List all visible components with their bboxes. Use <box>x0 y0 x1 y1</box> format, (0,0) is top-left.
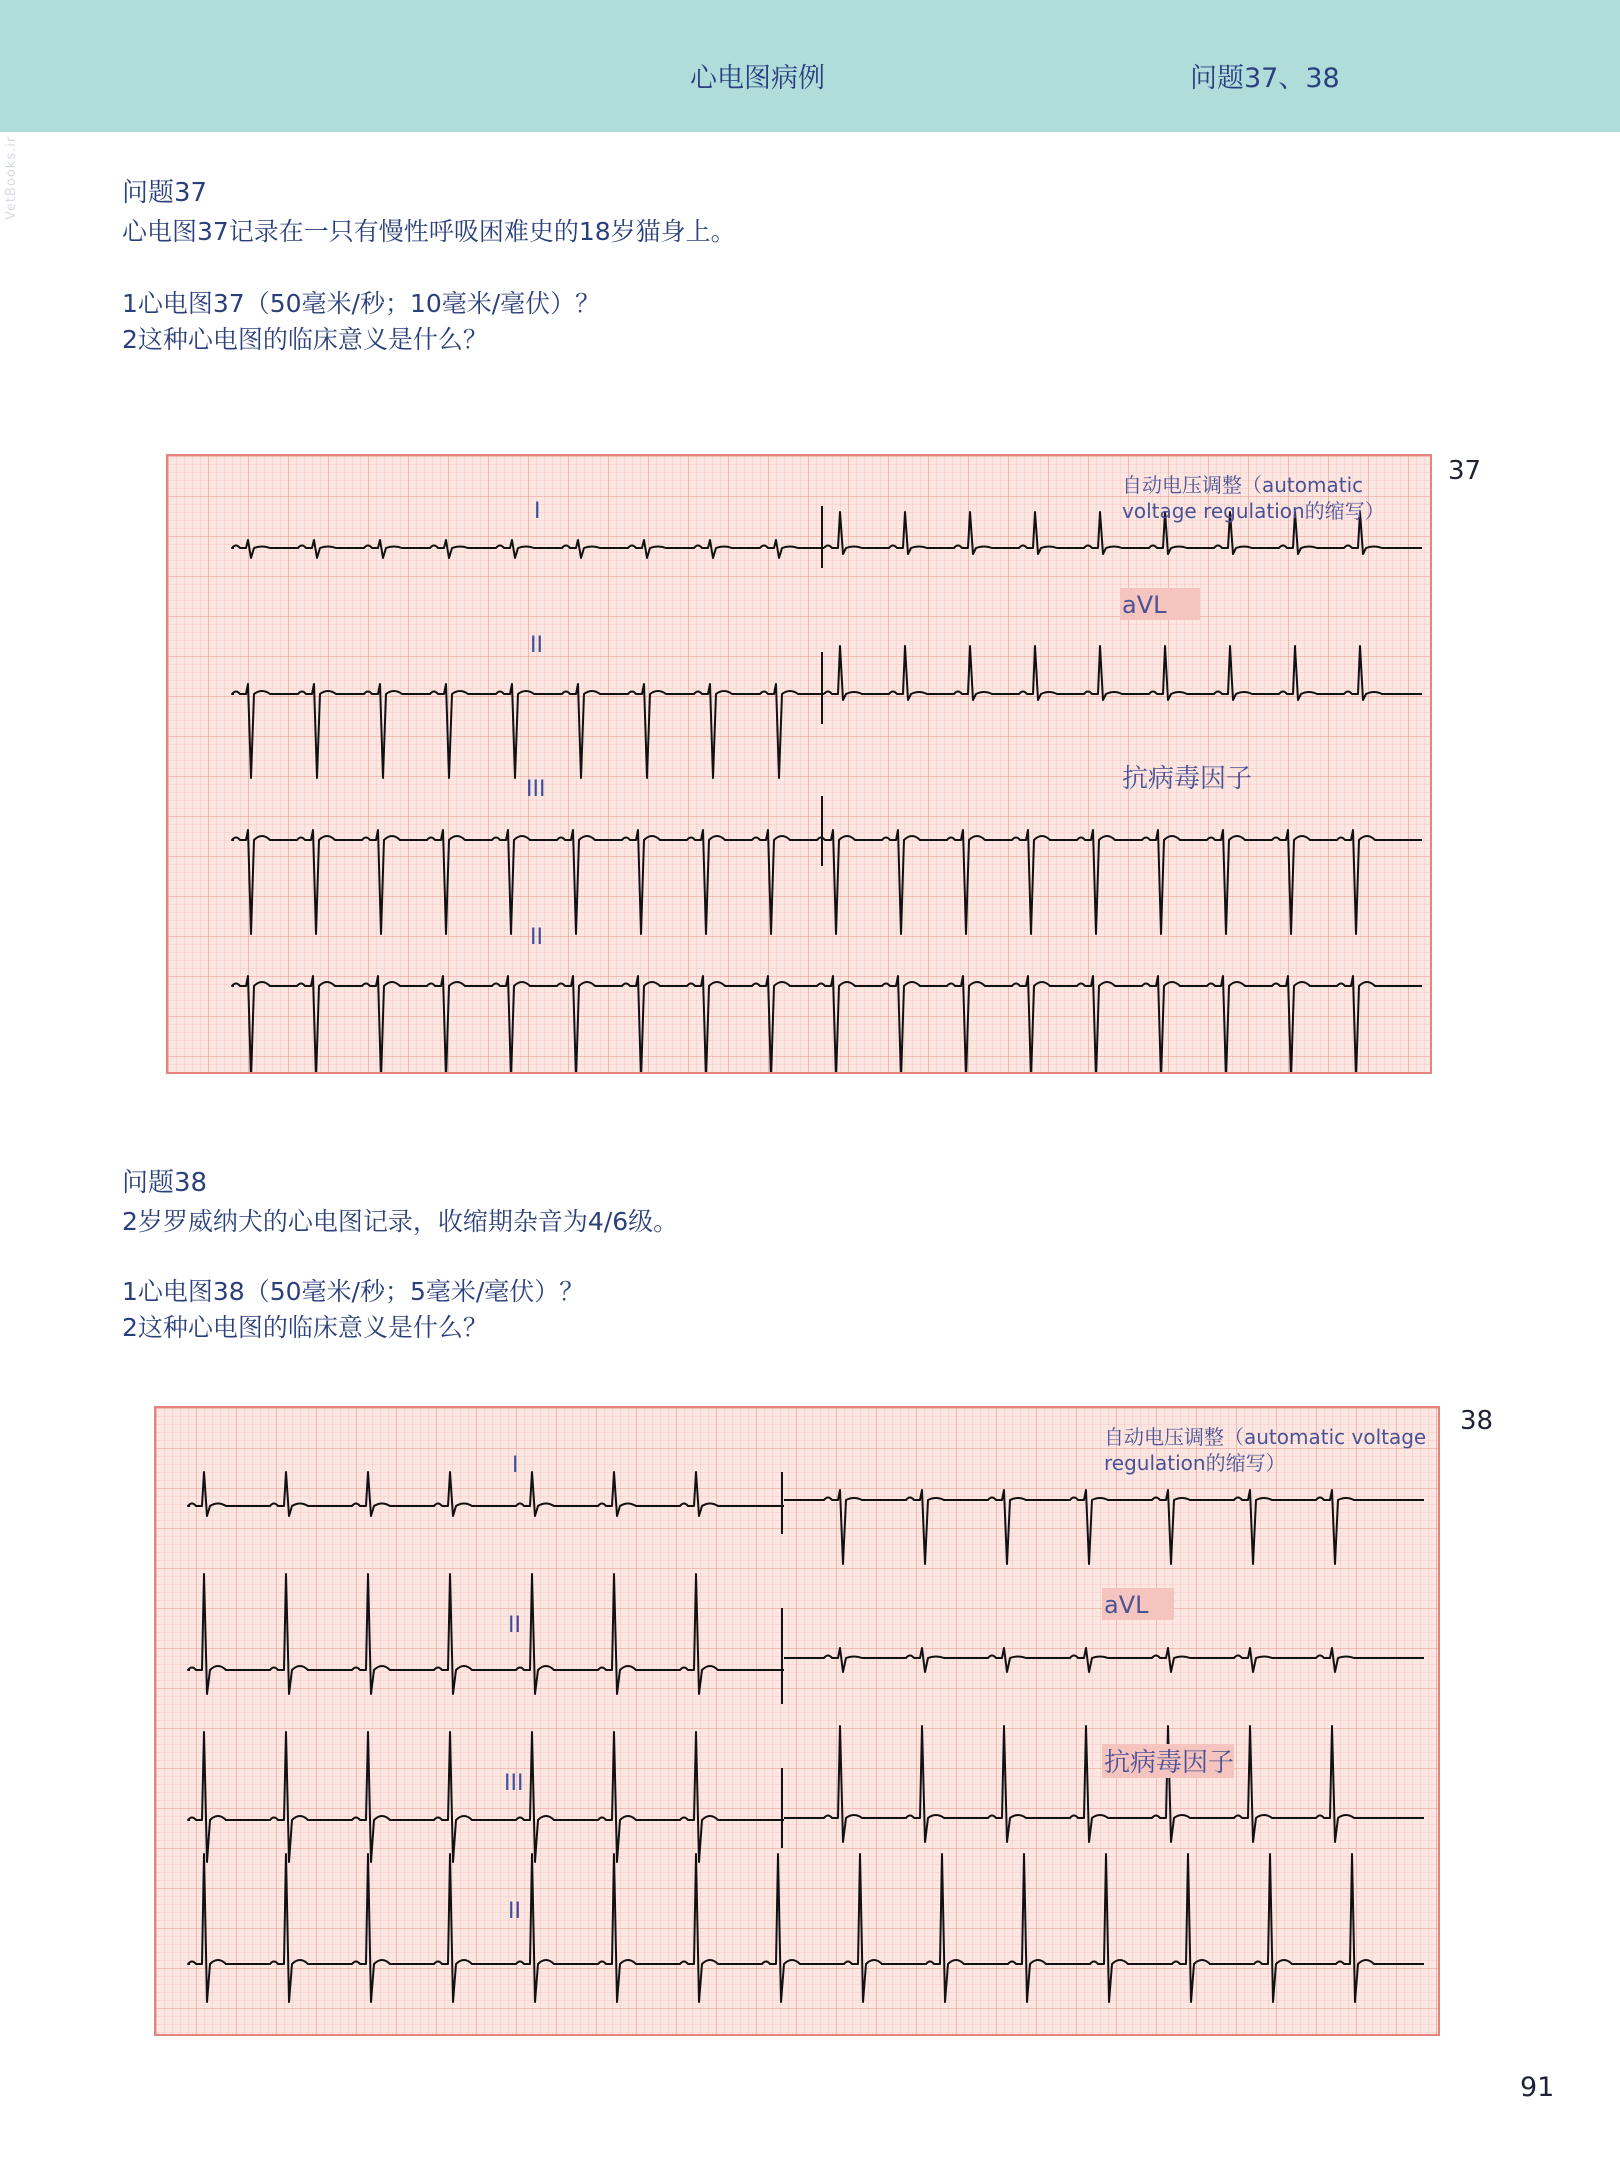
lead-label-III: III <box>504 1771 524 1796</box>
lead-label-II: II <box>508 1613 521 1638</box>
question37-q1: 1心电图37（50毫米/秒；10毫米/毫伏）？ <box>122 289 601 318</box>
annotation-line2: voltage regulation的缩写） <box>1122 499 1385 523</box>
page-number: 91 <box>1520 2072 1555 2103</box>
lead-label-III: III <box>526 777 546 802</box>
ecg-grid <box>156 1408 1440 2036</box>
lead-label-aVF: 抗病毒因子 <box>1122 764 1253 794</box>
ecg-figure-37 <box>166 454 1432 1074</box>
lead-label-aVF: 抗病毒因子 <box>1104 1748 1235 1778</box>
watermark: VetBooks.ir <box>4 135 19 220</box>
header-title: 心电图病例 <box>690 63 825 94</box>
lead-label-II: II <box>530 633 543 658</box>
lead-label-I: I <box>534 499 541 524</box>
question37-q2: 2这种心电图的临床意义是什么？ <box>122 325 488 354</box>
question38-q1: 1心电图38（50毫米/秒；5毫米/毫伏）？ <box>122 1277 585 1306</box>
question38-description: 2岁罗威纳犬的心电图记录，收缩期杂音为4/6级。 <box>122 1207 679 1236</box>
header-section: 问题37、38 <box>1190 63 1340 94</box>
ecg-38-svg <box>156 1408 1440 2036</box>
lead-label-I: I <box>512 1453 519 1478</box>
annotation-line2: regulation的缩写） <box>1104 1451 1286 1475</box>
ecg-37-svg <box>168 456 1432 1074</box>
lead-label-aVL: aVL <box>1104 1591 1149 1619</box>
question37-title: 问题37 <box>122 178 208 208</box>
ecg-figure-38 <box>154 1406 1440 2036</box>
annotation-line1: 自动电压调整（automatic voltage <box>1104 1425 1427 1449</box>
header-bar <box>0 0 1620 132</box>
figure37-number: 37 <box>1448 456 1482 486</box>
question37-description: 心电图37记录在一只有慢性呼吸困难史的18岁猫身上。 <box>122 217 736 246</box>
lead-label-aVL: aVL <box>1122 591 1167 619</box>
lead-label-II-rhythm: II <box>530 925 543 950</box>
question38-q2: 2这种心电图的临床意义是什么？ <box>122 1313 488 1342</box>
question38-title: 问题38 <box>122 1168 208 1198</box>
lead-label-II-rhythm: II <box>508 1899 521 1924</box>
annotation-line1: 自动电压调整（automatic <box>1122 473 1364 497</box>
figure38-number: 38 <box>1460 1406 1494 1436</box>
